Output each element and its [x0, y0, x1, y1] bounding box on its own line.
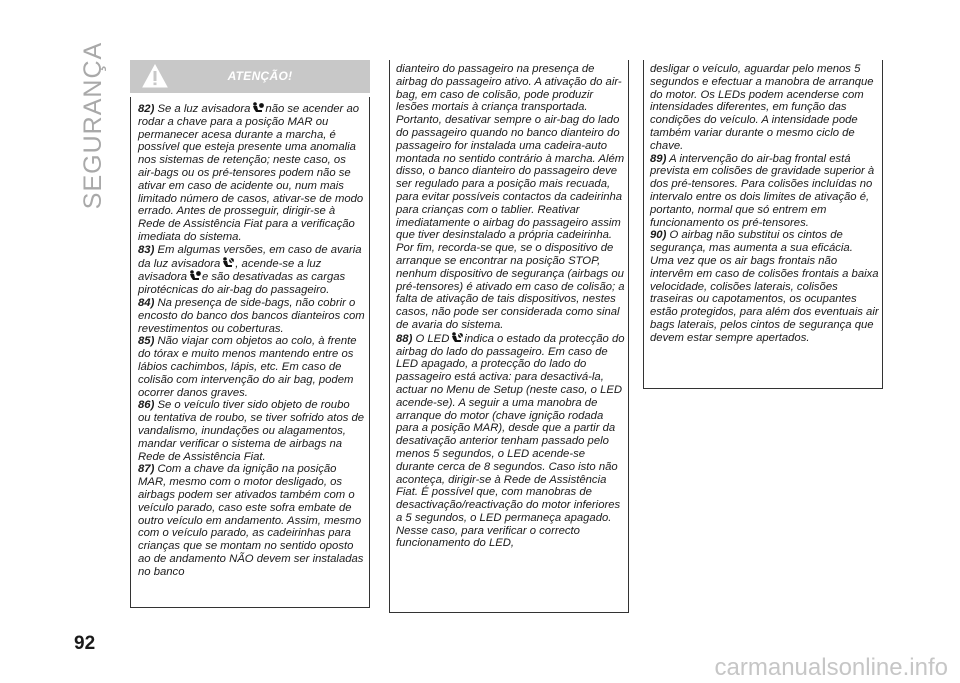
warning-triangle-icon — [142, 64, 168, 88]
watermark: carmanualsonline.info — [714, 654, 948, 681]
airbag-off-led-icon — [450, 332, 463, 344]
airbag-off-icon — [221, 257, 234, 269]
airbag-warning-light-icon — [251, 102, 264, 114]
note-84: 84) Na presença de side-bags, não cobrir o encosto do banco dos bancos dianteiros com revestimentos ou coberturas. — [138, 296, 365, 335]
warning-box — [130, 97, 370, 608]
section-title: SEGURANÇA — [79, 41, 108, 209]
warning-column-1 — [130, 60, 370, 608]
note-88: 88) O LED indica o estado da protecção do airbag do lado do passageiro. Em caso de LED apagado, a protecção do lado do passageiro está activa: para desactivá-la, actuar no Menu de Setup (neste caso, o LED acende-se). A seguir a uma manobra de arranque do motor (chave ignição rodada para a posição MAR), desde que a partir da desativação anterior tenham passado pelo menos 5 segundos, o LED acende-se durante cerca de 8 segundos. Caso isto não aconteça, dirigir-se à Rede de Assistência Fiat. É possível que, com manobras de desactivação/reactivação do motor inferiores a 5 segundos, o LED permaneça apagado. Nesse caso, para verificar o correcto funcionamento do LED, — [396, 332, 625, 550]
warning-header — [130, 60, 370, 93]
airbag-warning-light-icon — [188, 270, 201, 282]
warning-column-3 — [643, 60, 883, 389]
note-88-continued: desligar o veículo, aguardar pelo menos 5 segundos e efectuar a manobra de arranque do motor. Os LEDs podem acenderse com intensidades diferentes, em função das condições do veículo. A intensidade pode também variar durante o mesmo ciclo de chave. — [650, 63, 874, 152]
page-number: 92 — [74, 633, 96, 654]
warning-title: ATENÇÃO! — [227, 69, 293, 84]
note-86: 86) Se o veículo tiver sido objeto de roubo ou tentativa de roubo, se tiver sofrido atos de vandalismo, inundações ou alagamentos, mandar verificar o sistema de airbags na Rede de Assistência Fiat. — [138, 399, 365, 463]
note-87: 87) Com a chave da ignição na posição MAR, mesmo com o motor desligado, os airbags podem ser ativados também com o veículo parado, caso este sofra embate de outro veículo em andamento. Assim, mesmo com o veículo parado, as cadeirinhas para crianças que se montam no sentido oposto ao de andamento NÃO devem ser instaladas no banco — [138, 463, 364, 578]
note-83: 83) Em algumas versões, em caso de avaria da luz avisadora , acende-se a luz avisadora e são desativadas as cargas pirotécnicas do air-bag do passageiro. — [138, 243, 362, 297]
note-90: 90) O airbag não substitui os cintos de segurança, mas aumenta a sua eficácia. Uma vez que os air bags frontais não intervêm em caso de colisões frontais a baixa velocidade, colisões laterais, colisões traseiras ou capotamentos, os ocupantes estão protegidos, para além dos eventuais air bags laterais, pelos cintos de segurança que devem estar sempre apertados. — [650, 229, 879, 344]
note-85: 85) Não viajar com objetos ao colo, à frente do tórax e muito menos mantendo entre os lábios cachimbos, lápis, etc. Em caso de colisão com intervenção do air bag, podem ocorrer danos graves. — [138, 335, 357, 399]
note-89: 89) A intervenção do air-bag frontal está prevista em colisões de gravidade superior à dos pré-tensores. Para colisões incluídas no intervalo entre os dois limites de ativação é, portanto, normal que só entrem em funcionamento os pré-tensores. — [650, 152, 875, 229]
note-87-continued: dianteiro do passageiro na presença de airbag do passageiro ativo. A ativação do air-bag, em caso de colisão, pode produzir lesões mortais à criança transportada. Portanto, desativar sempre o air-bag do lado do passageiro quando no banco dianteiro do passageiro for instalada uma cadeira-auto montada no sentido contrário à marcha. Além disso, o banco dianteiro do passageiro deve ser regulado para a posição mais recuada, para evitar possíveis contactos da cadeirinha para crianças com o tablier. Reativar imediatamente o airbag do passageiro assim que tiver desinstalado a própria cadeirinha. Por fim, recorda-se que, se o dispositivo de arranque se encontrar na posição STOP, nenhum dispositivo de segurança (airbags ou pré-tensores) é ativado em caso de colisão; a falta de ativação de tais dispositivos, nestes casos, não pode ser considerada como sinal de avaria do sistema. — [396, 63, 625, 331]
warning-column-2 — [389, 60, 629, 613]
note-82: 82) Se a luz avisadora não se acender ao rodar a chave para a posição MAR ou permanecer acesa durante a marcha, é possível que esteja presente uma anomalia nos sistemas de retenção; neste caso, os air-bags ou os pré-tensores podem não se ativar em caso de acidente ou, num mais limitado número de casos, ativar-se de modo errado. Antes de prosseguir, dirigir-se à Rede de Assistência Fiat para a verificação imediata do sistema. — [138, 103, 364, 243]
